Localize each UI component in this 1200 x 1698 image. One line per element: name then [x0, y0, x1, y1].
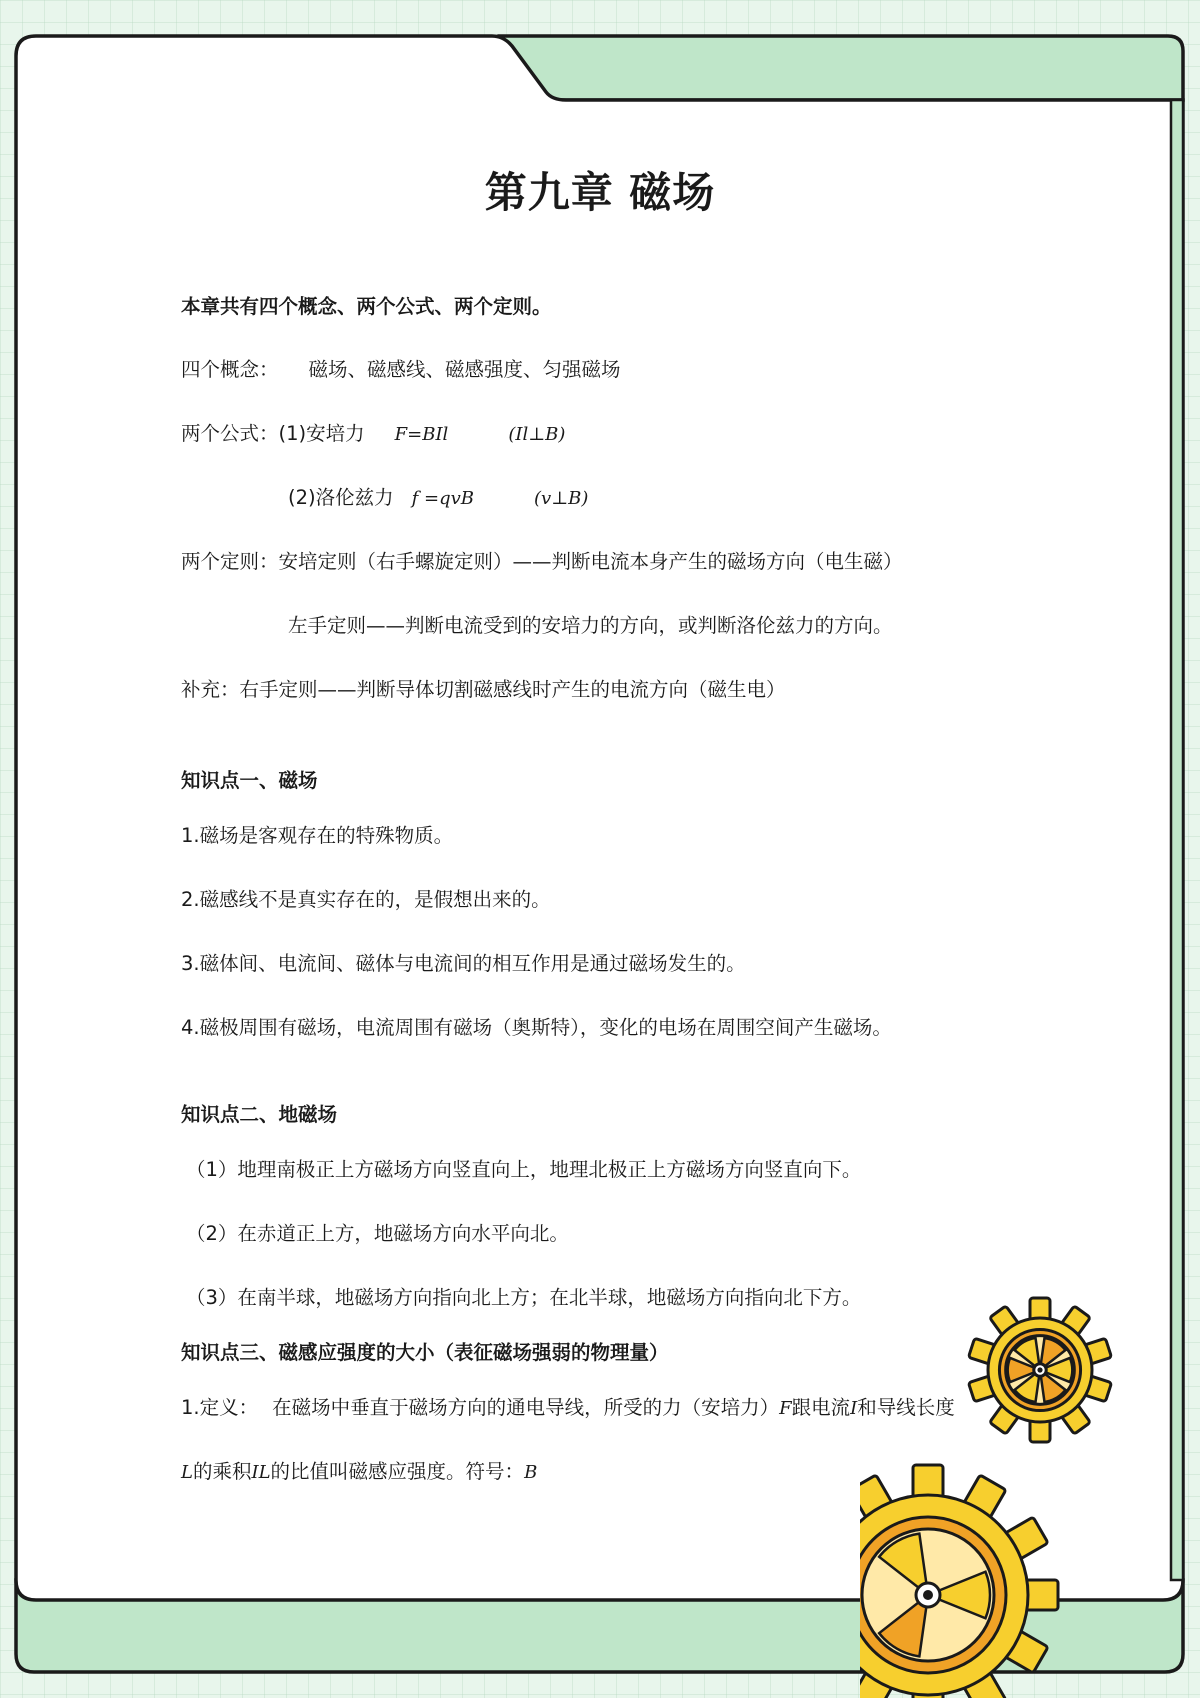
- formula1-name: (1)安培力: [278, 422, 365, 445]
- rules-line-1: [181, 548, 903, 576]
- definition-text: 的乘积: [192, 1460, 252, 1483]
- concepts-line: [181, 356, 621, 384]
- section2-item: （1）地理南极正上方磁场方向竖直向上，地理北极正上方磁场方向竖直向下。: [186, 1158, 862, 1181]
- definition-text: 的比值叫磁感应强度。符号：: [270, 1460, 525, 1483]
- section2-heading: 知识点二、地磁场: [181, 1103, 338, 1126]
- section3-heading: 知识点三、磁感应强度的大小（表征磁场强弱的物理量）: [181, 1341, 669, 1364]
- chapter-summary: 本章共有四个概念、两个公式、两个定则。: [181, 295, 552, 318]
- section1-item: 4.磁极周围有磁场，电流周围有磁场（奥斯特），变化的电场在周围空间产生磁场。: [181, 1016, 892, 1039]
- concepts-text: 磁场、磁感线、磁感强度、匀强磁场: [308, 358, 621, 381]
- definition-line-1: [181, 1394, 955, 1423]
- formulas-label: 两个公式：: [181, 422, 279, 445]
- definition-text: 和导线长度: [857, 1396, 955, 1419]
- section1-item: 3.磁体间、电流间、磁体与电流间的相互作用是通过磁场发生的。: [181, 952, 746, 975]
- symbol-B: B: [524, 1462, 538, 1483]
- rule-left-hand: 左手定则——判断电流受到的安培力的方向，或判断洛伦兹力的方向。: [288, 614, 893, 637]
- rules-label: 两个定则：: [181, 550, 279, 573]
- supplement-line: 补充：右手定则——判断导体切割磁感线时产生的电流方向（磁生电）: [181, 678, 786, 701]
- symbol-F: F: [779, 1398, 792, 1419]
- definition-line-2: [181, 1458, 537, 1487]
- formula-line-1: [181, 420, 565, 449]
- big-gear-icon: [860, 1465, 1058, 1698]
- concepts-label: 四个概念：: [181, 358, 279, 381]
- formula2-expr: f =qvB: [411, 488, 475, 509]
- symbol-I: I: [850, 1398, 858, 1419]
- formula2-name: (2)洛伦兹力: [288, 486, 394, 509]
- section1-item: 2.磁感线不是真实存在的，是假想出来的。: [181, 888, 551, 911]
- definition-text: 在磁场中垂直于磁场方向的通电导线，所受的力（安培力）: [272, 1396, 780, 1419]
- formula2-cond: (v⊥B): [534, 488, 589, 509]
- page-title: 第九章 磁场: [484, 168, 716, 217]
- formula-line-2: [288, 484, 588, 513]
- section1-item: 1.磁场是客观存在的特殊物质。: [181, 824, 454, 847]
- small-gear-icon: [968, 1298, 1111, 1442]
- symbol-IL: IL: [251, 1462, 271, 1483]
- formula1-cond: (Il⊥B): [508, 424, 566, 445]
- gears-illustration: [860, 1295, 1200, 1698]
- symbol-L: L: [181, 1462, 193, 1483]
- definition-text: 跟电流: [791, 1396, 851, 1419]
- section2-item: （3）在南半球，地磁场方向指向北上方；在北半球，地磁场方向指向北下方。: [186, 1286, 862, 1309]
- rule-ampere: 安培定则（右手螺旋定则）——判断电流本身产生的磁场方向（电生磁）: [278, 550, 903, 573]
- section1-heading: 知识点一、磁场: [181, 769, 318, 792]
- definition-label: 1.定义：: [181, 1396, 259, 1419]
- formula1-expr: F=BIl: [394, 424, 449, 445]
- section2-item: （2）在赤道正上方，地磁场方向水平向北。: [186, 1222, 569, 1245]
